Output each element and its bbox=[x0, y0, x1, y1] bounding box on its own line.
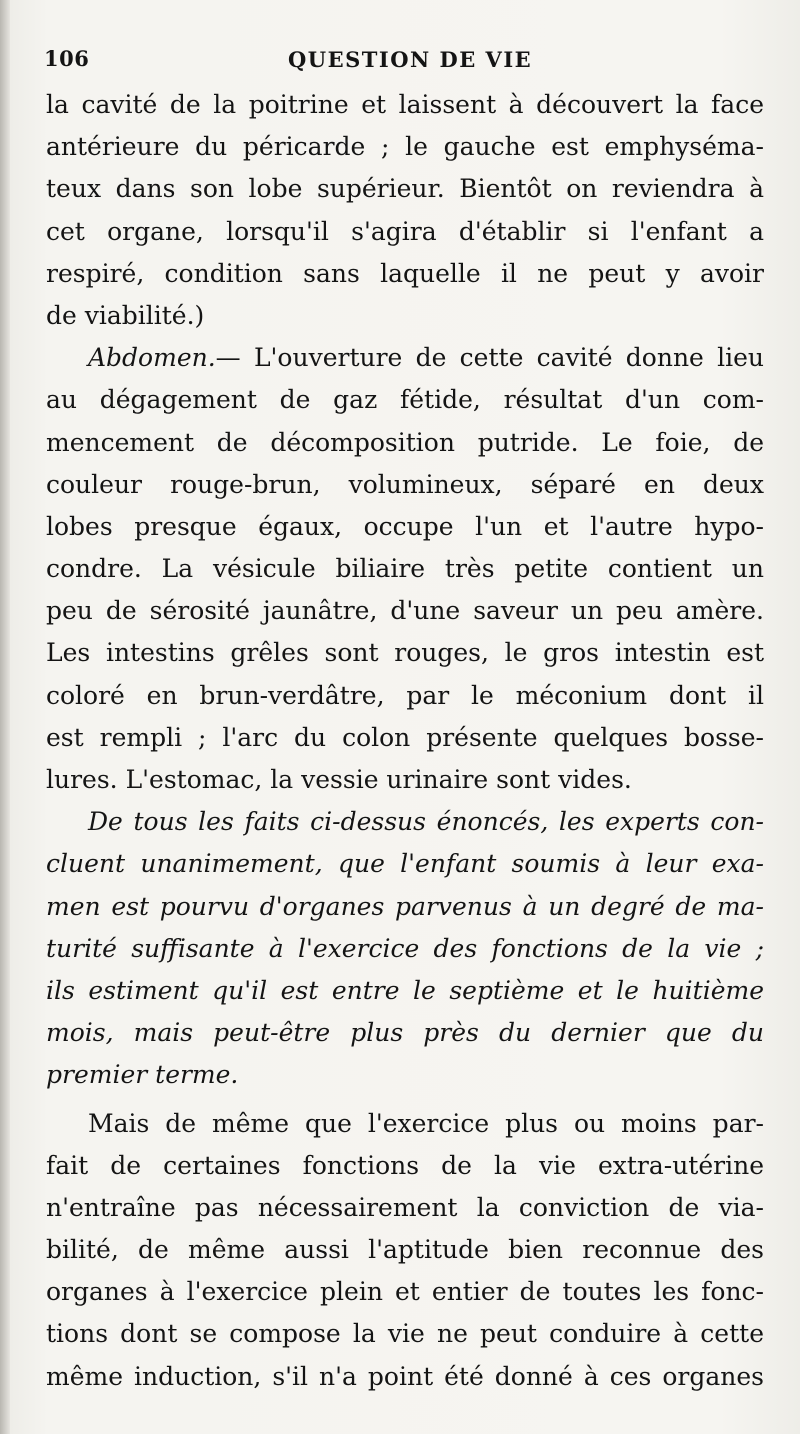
text-line bbox=[46, 675, 764, 717]
text-line bbox=[46, 422, 764, 464]
text-line-content: au dégagement de gaz fétide, résultat d'un com- bbox=[46, 385, 764, 415]
text-line bbox=[46, 590, 764, 632]
text-line-content: tions dont se compose la vie ne peut conduire à cette bbox=[46, 1319, 764, 1349]
text-line-content: Les intestins grêles sont rouges, le gros intestin est bbox=[46, 638, 764, 668]
text-line bbox=[46, 717, 764, 759]
page-header bbox=[44, 46, 764, 80]
text-line-content: — L'ouverture de cette cavité donne lieu bbox=[215, 343, 764, 373]
text-line-content: Mais de même que l'exercice plus ou moins par- bbox=[88, 1108, 764, 1138]
text-line bbox=[46, 168, 764, 210]
text-line bbox=[46, 801, 764, 843]
text-line-content: couleur rouge-brun, volumineux, séparé en deux bbox=[46, 469, 764, 499]
text-line bbox=[46, 1313, 764, 1355]
text-line-content: cluent unanimement, que l'enfant soumis à leur exa- bbox=[46, 849, 764, 879]
text-line-content: est rempli ; l'arc du colon présente quelques bosse- bbox=[46, 722, 764, 752]
text-line-content: bilité, de même aussi l'aptitude bien reconnue des bbox=[46, 1235, 764, 1265]
text-line bbox=[46, 1271, 764, 1313]
text-line bbox=[46, 295, 764, 337]
text-line-content: premier terme. bbox=[46, 1060, 239, 1090]
text-line bbox=[46, 1054, 764, 1096]
text-line bbox=[46, 1356, 764, 1398]
text-line-content: lures. L'estomac, la vessie urinaire sont vides. bbox=[46, 765, 632, 794]
text-line bbox=[46, 126, 764, 168]
text-line-content: turité suffisante à l'exercice des fonctions de la vie ; bbox=[46, 933, 764, 963]
text-line-content: teux dans son lobe supérieur. Bientôt on reviendra à bbox=[46, 174, 764, 204]
text-line-content: fait de certaines fonctions de la vie extra-utérine bbox=[46, 1150, 764, 1180]
text-line bbox=[46, 1229, 764, 1271]
text-line bbox=[46, 211, 764, 253]
text-line-content: condre. La vésicule biliaire très petite contient un bbox=[46, 554, 764, 584]
running-title: QUESTION DE VIE bbox=[288, 47, 533, 72]
text-line bbox=[46, 759, 764, 801]
text-line bbox=[46, 84, 764, 126]
text-line-content: organes à l'exercice plein et entier de toutes les fonc- bbox=[46, 1277, 764, 1307]
text-line-content: respiré, condition sans laquelle il ne peut y avoir bbox=[46, 258, 764, 288]
text-line bbox=[46, 632, 764, 674]
text-line bbox=[46, 1145, 764, 1187]
text-line bbox=[46, 1187, 764, 1229]
text-line-content: men est pourvu d'organes parvenus à un degré de ma- bbox=[46, 891, 764, 921]
text-line bbox=[46, 379, 764, 421]
text-line-content: lobes presque égaux, occupe l'un et l'autre hypo- bbox=[46, 511, 764, 541]
text-line bbox=[46, 464, 764, 506]
text-line bbox=[46, 1103, 764, 1145]
text-line-content: mois, mais peut-être plus près du dernier que du bbox=[46, 1018, 764, 1048]
text-line bbox=[46, 1012, 764, 1054]
text-line-content: de viabilité.) bbox=[46, 300, 205, 330]
text-line bbox=[46, 253, 764, 295]
text-line bbox=[46, 970, 764, 1012]
text-line bbox=[46, 506, 764, 548]
text-line-content: peu de sérosité jaunâtre, d'une saveur un peu amère. bbox=[46, 596, 764, 626]
text-line-content: De tous les faits ci-dessus énoncés, les experts con- bbox=[88, 807, 764, 837]
section-lead: Abdomen. bbox=[88, 343, 216, 373]
page-spine-shadow bbox=[0, 0, 10, 1434]
text-line bbox=[46, 843, 764, 885]
text-line-content: ils estiment qu'il est entre le septième et le huitième bbox=[46, 975, 764, 1005]
text-line bbox=[46, 886, 764, 928]
text-line-content: antérieure du péricarde ; le gauche est emphyséma- bbox=[46, 132, 764, 162]
text-line-content: mencement de décomposition putride. Le foie, de bbox=[46, 427, 764, 457]
text-line bbox=[46, 928, 764, 970]
page-number: 106 bbox=[44, 46, 90, 71]
text-line-content: la cavité de la poitrine et laissent à découvert la face bbox=[46, 90, 764, 119]
text-line bbox=[46, 548, 764, 590]
text-line-content: n'entraîne pas nécessairement la conviction de via- bbox=[46, 1192, 764, 1222]
text-line-content: coloré en brun-verdâtre, par le méconium dont il bbox=[46, 680, 764, 710]
text-line-content: même induction, s'il n'a point été donné à ces organes bbox=[46, 1361, 764, 1391]
text-line-content: cet organe, lorsqu'il s'agira d'établir si l'enfant a bbox=[46, 216, 764, 246]
body-text bbox=[46, 84, 764, 1398]
text-line bbox=[46, 337, 764, 379]
